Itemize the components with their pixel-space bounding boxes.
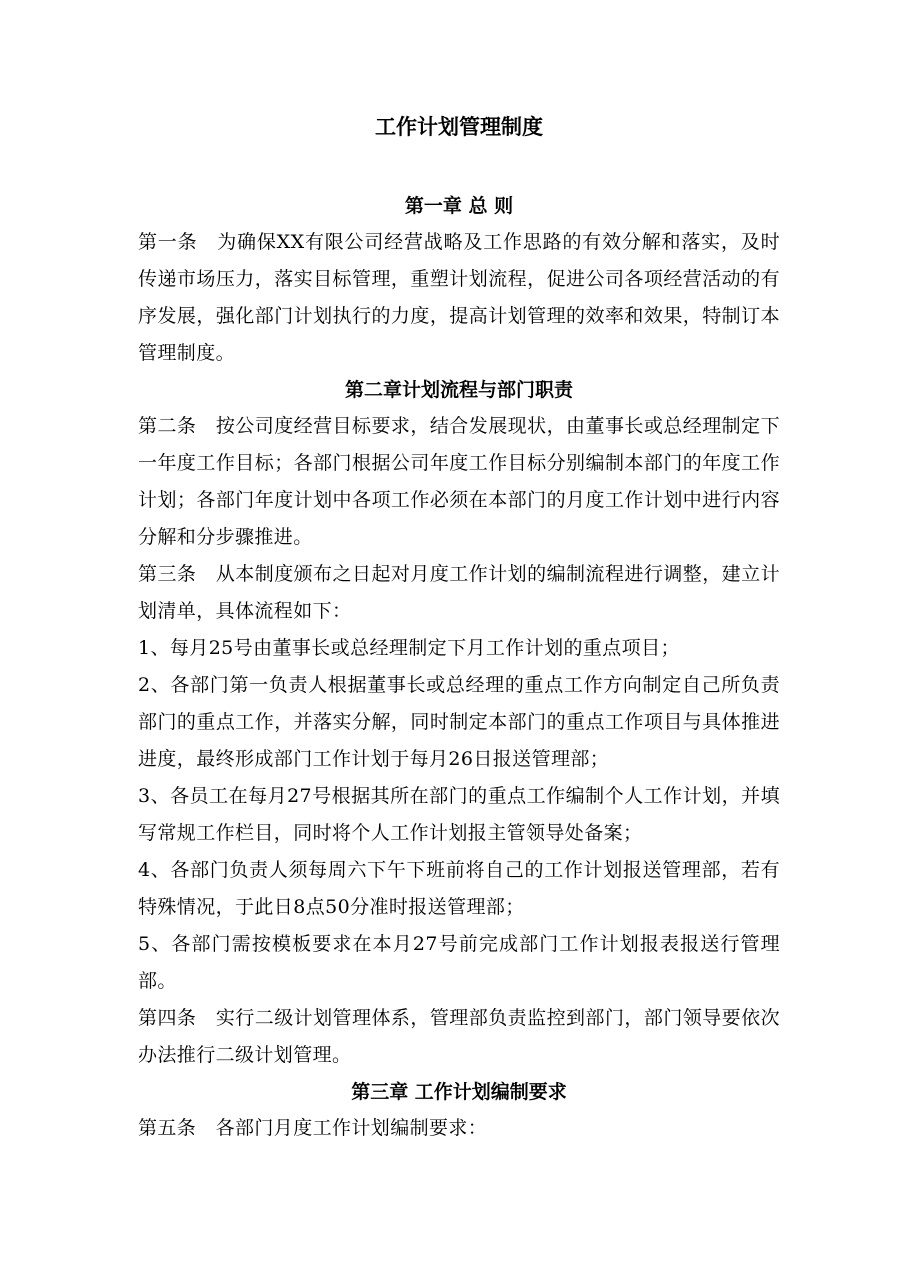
article-2: 第二条 按公司度经营目标要求，结合发展现状，由董事长或总经理制定下一年度工作目标；各部门根据公司年度工作目标分别编制本部门的年度工作计划；各部门年度计划中各项工作必须在本部门的月度工作计划中进行内容分解和分步骤推进。	[138, 415, 780, 548]
list-item-2: 2、各部门第一负责人根据董事长或总经理的重点工作方向制定自己所负责部门的重点工作，并落实分解，同时制定本部门的重点工作项目与具体推进进度，最终形成部门工作计划于每月26日报送管理部；	[138, 674, 780, 770]
chapter-1-heading: 第一章 总 则	[404, 195, 514, 217]
list-item-5: 5、各部门需按模板要求在本月27号前完成部门工作计划报表报送行管理部。	[138, 933, 780, 992]
document-page	[138, 104, 780, 1147]
article-5: 第五条 各部门月度工作计划编制要求：	[138, 1117, 488, 1139]
list-item-1: 1、每月25号由董事长或总经理制定下月工作计划的重点项目；	[138, 637, 680, 659]
list-item-4: 4、各部门负责人须每周六下午下班前将自己的工作计划报送管理部，若有特殊情况，于此日8点50分准时报送管理部；	[138, 859, 780, 918]
document-title: 工作计划管理制度	[375, 114, 543, 139]
chapter-2-heading: 第二章计划流程与部门职责	[344, 379, 573, 401]
article-4: 第四条 实行二级计划管理体系，管理部负责监控到部门，部门领导要依次办法推行二级计划管理。	[138, 1007, 780, 1066]
list-item-3: 3、各员工在每月27号根据其所在部门的重点工作编制个人工作计划，并填写常规工作栏目，同时将个人工作计划报主管领导处备案；	[138, 785, 780, 844]
article-1: 第一条 为确保XX有限公司经营战略及工作思路的有效分解和落实，及时传递市场压力，落实目标管理，重塑计划流程，促进公司各项经营活动的有序发展，强化部门计划执行的力度，提高计划管理的效率和效果，特制订本管理制度。	[138, 231, 780, 364]
article-3: 第三条 从本制度颁布之日起对月度工作计划的编制流程进行调整，建立计划清单，具体流程如下：	[138, 563, 780, 622]
chapter-3-heading: 第三章 工作计划编制要求	[351, 1081, 567, 1103]
